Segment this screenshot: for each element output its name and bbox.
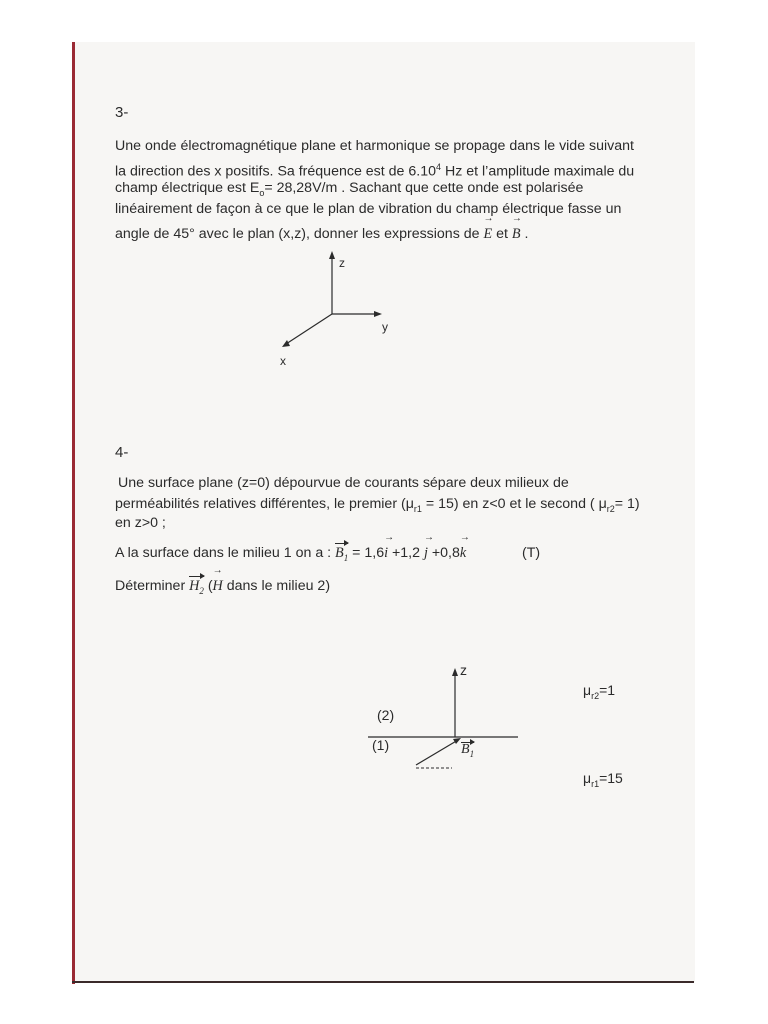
unit-vector-i: → i xyxy=(384,543,388,563)
vector-H: → H xyxy=(213,576,223,596)
exercise-3-line-5: angle de 45° avec le plan (x,z), donner les expressions de → E et → B . xyxy=(115,224,528,244)
mu-r2-label: $\mu_{r2}=1$ xyxy=(583,682,616,701)
exercise-3-number: 3- xyxy=(115,104,129,121)
vector-E: → E xyxy=(483,224,492,244)
y-axis-arrow xyxy=(374,311,382,317)
normal-z-axis-arrow xyxy=(452,668,458,676)
mu-r1-label: $\mu_{r1}=15$ xyxy=(583,770,623,789)
exercise-4-line-5: Déterminer $H_2$ (→ H dans le milieu 2) xyxy=(115,576,330,601)
diagram-z-label: z xyxy=(460,662,467,678)
exercise-4-line-1: Une surface plane (z=0) dépourvue de courants sépare deux milieux de xyxy=(118,475,569,491)
b1-vector-arrow xyxy=(453,738,461,744)
b1-vector-label: $B_1$ xyxy=(461,742,475,759)
tesla-unit-tag: (T) xyxy=(522,545,541,561)
vector-H2: $H_2$ xyxy=(189,576,204,601)
unit-vector-k: → k xyxy=(460,543,466,563)
exercise-4-line-3: en z>0 ; xyxy=(115,515,166,531)
x-axis-line xyxy=(286,314,332,344)
medium-1-label: (1) xyxy=(372,737,390,753)
unit-vector-j: → j xyxy=(424,543,428,563)
exercise-3-line-1: Une onde électromagnétique plane et harmonique se propage dans le vide suivant xyxy=(115,138,634,154)
exercise-4-line-2: perméabilités relatives différentes, le premier $(\mu_{r1} = 15)$ en z<0 et le second ( $\mu_{r2}= 1$) xyxy=(115,496,640,514)
red-margin-line xyxy=(72,42,75,984)
z-axis-arrow xyxy=(329,251,335,259)
axis-z-label: z xyxy=(339,256,345,270)
exercise-3-line-2: la direction des x positifs. Sa fréquence est de 6.10$^4$ Hz et l’amplitude maximale du xyxy=(115,162,635,180)
vector-B1: $B_1$ xyxy=(335,543,348,568)
b1-vector-line xyxy=(416,740,458,765)
bottom-edge-line xyxy=(72,981,694,983)
medium-2-label: (2) xyxy=(377,707,395,723)
exercise-3-line-3: champ électrique est $E_o= 28,28V/m$ . Sachant que cette onde est polarisée xyxy=(115,180,584,198)
axis-y-label: y xyxy=(382,320,388,334)
exercise-4-line-4: A la surface dans le milieu 1 on a : $B_1 = 1,6\to i +1,2 \to j +0,8\to k$ xyxy=(115,543,466,568)
exercise-4-number: 4- xyxy=(115,444,129,461)
axis-x-label: x xyxy=(280,354,286,368)
exercise-3-line-4: linéairement de façon à ce que le plan de vibration du champ électrique fasse un xyxy=(115,201,622,217)
x-axis-arrow xyxy=(282,340,290,347)
vector-B: → B xyxy=(512,224,521,244)
